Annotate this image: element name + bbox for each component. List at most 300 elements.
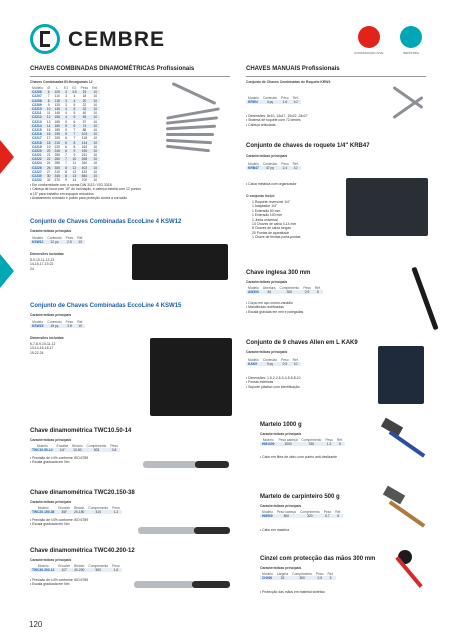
notes-hm500: [260, 528, 289, 532]
table-header-cell: Modelo: [36, 444, 48, 449]
table-header-cell: Peso: [110, 444, 118, 449]
notes-combination-wrenches: [30, 183, 141, 201]
note-line: 8 Chaves de caixa longas: [252, 226, 291, 231]
model-code-cell: KAK9: [246, 362, 261, 366]
side-tab-red-icon: [0, 140, 14, 174]
table-cell: 6: [70, 115, 79, 119]
table-cell: 195: [54, 132, 61, 137]
table-cell: 10: [93, 161, 98, 166]
table-header-cell: Ref.: [292, 162, 299, 167]
table-cell: 700: [81, 178, 88, 183]
table-header-cell: Encaixe: [58, 564, 71, 569]
table-cell: 5: [326, 576, 336, 580]
model-code-cell: C2206: [30, 90, 45, 94]
table-cell: 1.2: [323, 442, 335, 446]
table-cell: 10: [93, 127, 98, 132]
table-header-cell: Peso: [281, 162, 289, 167]
table-cell: 5: [70, 107, 79, 111]
table-header-cell: Ref.: [336, 438, 343, 443]
table-cell: 255: [54, 153, 61, 158]
table-cell: 6: [45, 90, 53, 94]
note-line: • Precisão de ±4% conforme ISO 6789: [30, 578, 89, 582]
table-header-cell: Comprimento: [88, 506, 109, 511]
note-line: 1 Junta universal: [252, 217, 278, 222]
model-code-cell: C2213: [32, 119, 42, 124]
section-subtitle: Características principais: [246, 154, 288, 158]
table-cell: 40: [82, 111, 87, 116]
table-cell: 10: [90, 140, 100, 144]
table-cell: 3: [65, 94, 67, 99]
table-cell: 205: [54, 136, 61, 141]
table-header-cell: Modelo: [248, 162, 259, 167]
table-cell: 9: [70, 149, 79, 153]
note-line: a 15° para trabalho em espaços reduzidos: [30, 191, 94, 196]
notes-twc10: [30, 456, 88, 465]
table-cell: 231: [81, 153, 88, 158]
table-cell: 10: [291, 100, 301, 104]
table-header-cell: Ref.: [292, 96, 299, 101]
table-cell: 370: [54, 178, 61, 183]
note-line: 24: [30, 266, 34, 271]
items-list-krb47: [252, 200, 300, 240]
table-cell: 12: [46, 115, 51, 120]
section-title-twc10: Chave dinamométrica TWC10.50-14: [30, 428, 132, 434]
note-line: 14-15-17-19-22: [30, 262, 54, 267]
table-cell: 10: [46, 107, 51, 112]
table-cell: 10-50: [70, 448, 84, 452]
spec-table-hm500: [260, 510, 343, 518]
table-header-cell: Ref.: [292, 358, 299, 363]
table-cell: 22: [82, 102, 87, 107]
table-cell: 9: [65, 178, 67, 183]
spec-table-twc40: [30, 564, 122, 572]
table-cell: 11: [46, 111, 51, 116]
table-cell: 1.2: [110, 510, 122, 514]
section-subtitle: Características principais: [30, 313, 72, 317]
spec-table-hm1000: [260, 438, 345, 446]
table-cell: 20: [46, 148, 51, 153]
table-cell: 8: [73, 144, 76, 149]
table-cell: 305: [54, 165, 61, 170]
table-header-cell: Modelo: [248, 96, 259, 101]
table-cell: 10: [90, 124, 100, 128]
section-title-manual-keys: CHAVES MANUAIS Profissionais: [246, 66, 340, 72]
table-cell: 103: [79, 132, 91, 136]
model-code-cell: HM500: [260, 514, 275, 518]
table-header-cell: Conteúdo: [47, 236, 62, 241]
table-row: [30, 240, 85, 244]
table-cell: 5: [73, 111, 76, 116]
table-cell: 8: [62, 174, 70, 178]
table-cell: 345: [54, 174, 61, 179]
table-cell: 8: [45, 99, 53, 103]
table-cell: 6: [62, 149, 70, 153]
note-line: • Escala graduada em Nm: [30, 582, 70, 587]
section-title-hammer-1000: Martelo 1000 g: [260, 422, 302, 428]
table-cell: 10: [93, 119, 98, 124]
table-cell: 6: [73, 119, 76, 124]
torque-wrench-handle: [192, 581, 230, 588]
table-cell: 5: [333, 514, 343, 518]
table-cell: 26: [46, 165, 51, 170]
table-cell: 1000: [276, 442, 299, 446]
table-header-cell: Peso cabeça: [278, 438, 298, 443]
table-cell: 118: [53, 99, 63, 103]
table-cell: 10: [291, 166, 301, 170]
model-code-cell: KRB47: [246, 166, 261, 170]
table-header-cell: Encaixe: [58, 506, 71, 511]
table-cell: 1/2": [56, 568, 72, 572]
model-code-cell: C2215: [32, 127, 42, 132]
section-subtitle: Características principais: [30, 558, 72, 562]
table-cell: 5: [65, 119, 67, 124]
table-header-cell: Binário: [74, 564, 85, 569]
section-subtitle: Características principais: [30, 229, 72, 233]
socket-case-image: [346, 178, 428, 236]
notes-aw300: [246, 301, 303, 314]
table-row: [30, 568, 122, 572]
table-cell: 135: [54, 107, 61, 112]
model-code-cell: C2227: [32, 169, 42, 174]
table-header-cell: Modelo: [262, 438, 274, 443]
table-cell: 0.9: [301, 290, 313, 294]
table-row: [246, 166, 301, 170]
model-code-cell: C2224: [32, 161, 42, 166]
industry-badge-label: INDÚSTRIA: [402, 51, 420, 55]
table-header-cell: Comprimento: [86, 444, 107, 449]
table-header-cell: Conteúdo: [47, 320, 62, 325]
model-code-cell: KSW12: [32, 240, 44, 245]
table-cell: 10: [93, 169, 98, 174]
table-cell: 5: [335, 442, 345, 446]
table-cell: 10: [93, 144, 98, 149]
section-subtitle: Conjunto de Chaves Combinadas de Roquete KRW4: [246, 80, 331, 84]
model-code-cell: AW300: [246, 290, 261, 294]
note-line: 1 Extensão 50 mm: [252, 208, 281, 213]
table-cell: 7: [65, 161, 67, 166]
table-cell: 4 pç: [261, 100, 279, 104]
note-line: • Cabeça de boca com 15° de inclinação, e cabeça estrela com 12 pontos: [30, 187, 141, 192]
table-cell: 25: [275, 576, 290, 580]
note-line: • Dimensões: 8x10, 13x17, 19x22, 24x27: [246, 114, 308, 118]
spec-table-ksw15: [30, 320, 85, 328]
table-header-cell: Largura: [276, 572, 289, 577]
table-cell: 180: [54, 123, 61, 128]
note-line: 6-7-8-9-10-11-12: [30, 342, 56, 346]
model-code-cell: KSW15: [32, 324, 44, 329]
table-cell: 3: [62, 90, 70, 94]
table-row: [246, 100, 301, 104]
table-header-cell: Comprimento: [292, 572, 312, 577]
table-row: [30, 510, 122, 514]
table-cell: 6: [65, 144, 67, 149]
model-code-cell: TWC10.50-14: [32, 448, 53, 453]
spec-table-ch300: [260, 572, 336, 580]
section-subtitle: Características principais: [260, 566, 302, 570]
table-cell: 6: [70, 124, 79, 128]
table-cell: 27: [46, 169, 51, 174]
table-cell: 12: [70, 166, 79, 170]
table-header-cell: Ref.: [77, 320, 84, 325]
table-cell: 320: [298, 514, 322, 518]
section-title-kak9: Conjunto de 9 chaves Allen em L KAK9: [246, 340, 358, 346]
construction-badge-icon: [358, 26, 380, 48]
model-code-cell: KRW4: [246, 100, 261, 104]
table-cell: 10: [93, 178, 98, 183]
note-line: • Cabeça articulada: [246, 122, 276, 127]
table-cell: 10: [90, 115, 100, 119]
torque-wrench-image: [143, 461, 197, 468]
table-cell: 1.6: [279, 100, 291, 104]
table-cell: 265: [54, 157, 61, 162]
table-header-cell: Peso: [316, 572, 324, 577]
table-cell: 340: [81, 161, 88, 166]
note-line: • Escala graduada em Nm: [30, 460, 70, 465]
table-header-cell: Comprimento: [279, 286, 300, 291]
table-header-cell: Peso: [281, 96, 289, 101]
model-code-cell: C2212: [30, 115, 45, 119]
table-cell: 105: [54, 90, 61, 95]
model-code-cell: C2219: [32, 144, 42, 149]
torque-wrench-image: [138, 527, 196, 534]
sizes-title: Dimensões incluídas: [30, 252, 64, 256]
table-cell: 1/4": [55, 448, 71, 452]
sizes-list-ksw15: [30, 342, 55, 355]
table-cell: 10: [93, 153, 98, 158]
divider: [246, 76, 426, 77]
adjustable-wrench-image: [392, 266, 426, 336]
table-cell: 8: [70, 140, 79, 144]
spec-table-aw300: [246, 286, 323, 294]
table-cell: 10: [90, 132, 100, 136]
table-cell: 305: [85, 448, 109, 452]
notes-twc40: [30, 578, 88, 587]
section-subtitle: Chaves Combinadas Bi-Hexagonais 12: [30, 80, 93, 84]
note-line: • Suporte plástico com identificação: [246, 384, 300, 389]
table-cell: 10: [291, 362, 301, 366]
table-row: [246, 290, 323, 294]
note-line: 1 Adaptador 1/4": [252, 204, 278, 209]
table-cell: 0.5: [279, 362, 291, 366]
table-cell: 7: [73, 136, 76, 141]
section-title-twc40: Chave dinamométrica TWC40.200-12: [30, 548, 135, 554]
table-header-cell: Modelo: [32, 86, 43, 91]
note-line: • Sistema de roquete com 72 dentes: [246, 118, 301, 123]
notes-ch300: [260, 590, 325, 594]
table-cell: 13: [46, 119, 51, 124]
table-row: [30, 178, 100, 182]
table-cell: 410: [86, 510, 110, 514]
table-cell: 300: [277, 290, 301, 294]
section-subtitle: Características principais: [260, 432, 302, 436]
table-cell: 500: [86, 568, 110, 572]
table-cell: 7: [70, 132, 79, 136]
notes-twc20: [30, 518, 88, 527]
notes-krb47: [246, 182, 297, 186]
wrench-case-large-image: [150, 338, 232, 416]
table-header-cell: Ref.: [327, 572, 334, 577]
table-cell: 10: [90, 174, 100, 178]
table-cell: 4: [65, 111, 67, 116]
table-header-cell: Ø: [47, 86, 50, 91]
model-code-cell: C2207: [32, 94, 42, 99]
table-cell: 125: [54, 102, 61, 107]
table-cell: 18: [82, 94, 87, 99]
table-header-cell: Peso: [65, 236, 74, 241]
table-cell: 9 pç: [261, 362, 279, 366]
table-header-cell: Modelo: [32, 320, 44, 325]
table-header-cell: Peso cabeça: [276, 510, 296, 515]
brand-name: CEMBRE: [68, 28, 166, 51]
section-title-ksw15: Conjunto de Chaves Combinadas EccoLine 4 KSW15: [30, 303, 182, 309]
torque-wrench-image: [134, 581, 194, 588]
section-subtitle: Características principais: [246, 350, 288, 354]
model-code-cell: C2230: [30, 174, 45, 178]
table-header-cell: Peso: [65, 320, 74, 325]
table-header-cell: Modelo: [248, 358, 259, 363]
spec-table-kak9: [246, 358, 301, 366]
note-line: • Precisão de ±4% conforme ISO 6789: [30, 456, 89, 460]
table-cell: 10: [90, 157, 100, 161]
model-code-cell: C2218: [30, 140, 45, 144]
table-cell: 10: [93, 94, 98, 99]
table-cell: 10: [93, 102, 98, 107]
table-cell: 18: [46, 140, 51, 145]
table-cell: 11: [72, 161, 77, 166]
table-cell: 5: [313, 290, 323, 294]
table-cell: 5: [73, 102, 76, 107]
note-line: • Mandíbulas rectificadas: [246, 305, 284, 310]
model-code-cell: CH300: [260, 576, 275, 580]
table-cell: 0.7: [322, 514, 334, 518]
table-cell: 19: [46, 144, 51, 149]
table-cell: 110: [54, 94, 60, 99]
model-code-cell: TWC40.200-12: [32, 568, 55, 573]
note-line: 13 Chaves de caixa 4-14 mm: [252, 222, 297, 227]
note-line: 1 Extensão 100 mm: [252, 213, 283, 218]
table-cell: 32: [79, 107, 91, 111]
section-title-chisel: Cinzel com protecção das mãos 300 mm: [260, 556, 376, 562]
table-cell: 7: [47, 94, 50, 99]
table-header-cell: Abertura: [262, 286, 276, 291]
table-cell: 3/8": [56, 510, 72, 514]
table-header-cell: Peso: [281, 358, 289, 363]
model-code-cell: TWC20.150-38: [32, 510, 55, 515]
table-cell: 2.5: [64, 240, 76, 244]
table-cell: 7: [65, 153, 67, 158]
table-cell: 185: [54, 127, 61, 132]
table-cell: 155: [54, 115, 61, 120]
table-cell: 14: [46, 123, 51, 128]
hammer-image: [378, 420, 428, 468]
model-code-cell: C2222: [30, 157, 45, 161]
side-tab-teal-icon: [0, 254, 14, 288]
table-cell: 15 pç: [45, 324, 63, 328]
table-cell: 32: [46, 178, 51, 183]
wrench-set-image: [160, 86, 230, 156]
table-cell: 3.5: [72, 90, 77, 95]
table-header-cell: Modelo: [262, 572, 273, 577]
table-header-cell: Binário: [74, 506, 85, 511]
note-line: • Caixa metálica com organizador: [246, 182, 297, 186]
section-subtitle: Características principais: [246, 280, 288, 284]
table-header-cell: Conteúdo: [262, 358, 278, 363]
spec-table-ksw12: [30, 236, 85, 244]
section-subtitle: Características principais: [30, 438, 72, 442]
table-cell: 7: [73, 127, 76, 132]
table-cell: 285: [54, 161, 61, 166]
note-line: • Cabo em fibra de vidro com punho anti-deslizante: [260, 455, 337, 459]
table-cell: 15: [79, 90, 91, 94]
table-cell: 12: [72, 169, 77, 174]
note-line: • Cabo em madeira: [260, 528, 290, 532]
note-line: • Em conformidade com a norma DIN 3113 / ISO 3318: [30, 183, 112, 187]
model-code-cell: C2221: [32, 153, 42, 158]
table-header-cell: Modelo: [37, 564, 49, 569]
spec-table-combination-wrenches: [30, 86, 100, 182]
table-cell: 3: [62, 99, 70, 103]
table-cell: 40-200: [74, 568, 85, 573]
note-line: 19-22-24: [30, 350, 44, 355]
table-cell: 190: [79, 149, 91, 153]
table-cell: 30: [46, 174, 51, 179]
table-header-cell: Peso: [325, 438, 333, 443]
table-cell: 4: [70, 99, 79, 103]
table-cell: 3.8: [64, 324, 76, 328]
note-line: • Escala graduada em Nm: [30, 522, 70, 527]
table-cell: 266: [79, 157, 91, 161]
table-cell: 9: [73, 153, 76, 158]
table-cell: 5: [62, 124, 70, 128]
table-cell: 5: [62, 132, 70, 136]
table-cell: 21: [46, 153, 51, 158]
table-cell: 3: [65, 102, 67, 107]
table-header-cell: Ref.: [92, 86, 99, 91]
model-code-cell: C2211: [32, 111, 42, 116]
table-cell: 10: [90, 90, 100, 94]
table-cell: 10: [90, 107, 100, 111]
table-cell: 225: [54, 144, 61, 149]
table-header-cell: Conteúdo: [262, 96, 278, 101]
notes-kak9: [246, 376, 301, 389]
page-header: [0, 0, 453, 62]
table-cell: 8: [65, 169, 67, 174]
table-cell: 300: [290, 576, 314, 580]
brand-logo-bracket: [40, 31, 50, 47]
note-line: 13-14-15-16-17: [30, 346, 54, 351]
table-cell: 14: [72, 178, 77, 183]
table-cell: 6: [62, 140, 70, 144]
notes-krw4: [246, 114, 308, 127]
page-number: 120: [29, 620, 43, 629]
table-header-cell: Ref.: [314, 286, 321, 291]
torque-wrench-handle: [195, 461, 229, 468]
spec-table-krw4: [246, 96, 301, 104]
table-header-cell: Comprimento: [88, 564, 109, 569]
table-cell: 432: [81, 169, 88, 174]
table-cell: 584: [79, 174, 91, 178]
spec-table-krb47: [246, 162, 301, 170]
ratchet-wrench-image: [388, 86, 428, 126]
table-cell: 6: [65, 136, 67, 141]
table-cell: 10: [70, 157, 79, 161]
model-code-cell: C2226: [30, 166, 45, 170]
table-header-cell: Binário: [72, 444, 83, 449]
table-cell: 57: [82, 119, 87, 124]
table-cell: 22: [46, 157, 51, 162]
table-cell: 8: [62, 166, 70, 170]
table-row: [260, 514, 343, 518]
